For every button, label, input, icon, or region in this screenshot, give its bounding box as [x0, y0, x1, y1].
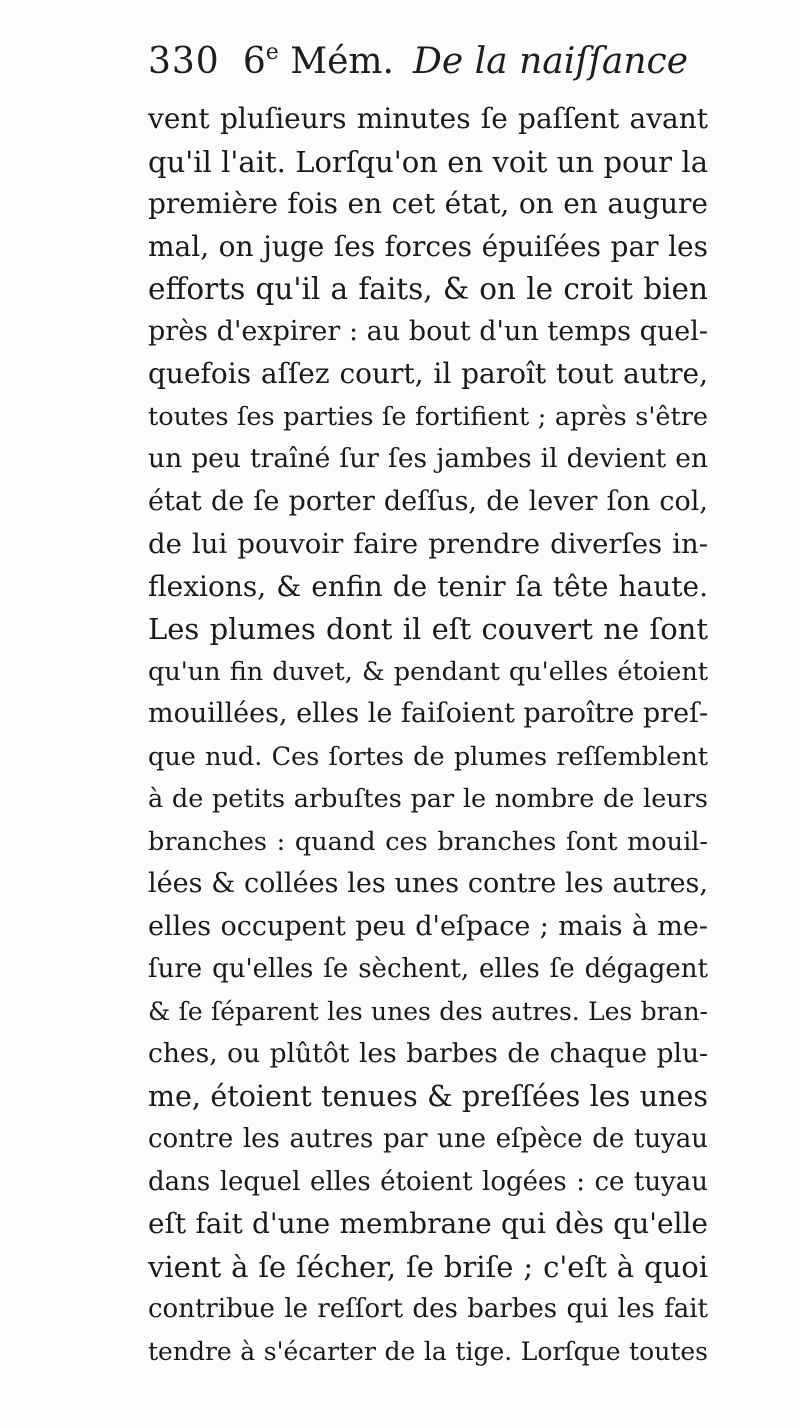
text-line: dans lequel elles étoient logées : ce tuyau [148, 1166, 708, 1197]
memoir-number [243, 40, 394, 82]
text-line: vient à ſe ſécher, ſe briſe ; c'eſt à quoi [148, 1249, 708, 1284]
text-line: toutes ſes parties ſe fortifient ; après s'être [148, 401, 708, 432]
text-line: branches : quand ces branches ſont mouil- [148, 826, 708, 857]
text-line: contribue le reſſort des barbes qui les fait [148, 1294, 708, 1324]
text-line: Les plumes dont il eſt couvert ne ſont [148, 612, 708, 646]
text-line: que nud. Ces ſortes de plumes reſſemblent [148, 741, 708, 772]
text-line: contre les autres par une eſpèce de tuyau [148, 1124, 708, 1154]
text-line: flexions, & enfin de tenir ſa tête haute. [148, 569, 708, 603]
text-line: un peu traîné ſur ſes jambes il devient en [148, 443, 708, 474]
text-line: de lui pouvoir faire prendre diverſes in- [148, 528, 708, 560]
text-line: efforts qu'il a faits, & on le croit bien [148, 272, 708, 306]
text-line: ches, ou plûtôt les barbes de chaque plu- [148, 1038, 708, 1069]
text-line: elles occupent peu d'eſpace ; mais à me- [148, 910, 708, 942]
text-line: tendre à s'écarter de la tige. Lorſque toutes [148, 1336, 708, 1366]
text-line: à de petits arbuſtes par le nombre de leurs [148, 784, 708, 814]
text-line: mouillées, elles le faiſoient paroître preſ- [148, 698, 709, 729]
text-line: qu'il l'ait. Lorſqu'on en voit un pour la [148, 144, 708, 179]
text-line: près d'expirer : au bout d'un temps quel- [148, 315, 708, 347]
text-line: état de ſe porter deſſus, de lever ſon col, [148, 485, 708, 517]
text-line: qu'un fin duvet, & pendant qu'elles étoient [148, 656, 708, 687]
text-line: me, étoient tenues & preſſées les unes [148, 1079, 708, 1113]
text-line: vent pluſieurs minutes ſe paſſent avant [148, 102, 708, 135]
body-text [148, 98, 708, 1373]
running-title: De la naiſſance [413, 41, 689, 82]
memoir-abbrev: Mém. [290, 41, 394, 82]
text-line: première fois en cet état, on en augure [148, 187, 708, 220]
text-line: mal, on juge ſes forces épuiſées par les [148, 229, 708, 263]
memoir-number-suffix: e [265, 40, 279, 65]
text-line: eſt fait d'une membrane qui dès qu'elle [148, 1207, 708, 1240]
text-line: quefois aſſez court, il paroît tout autre, [148, 357, 708, 390]
page-number: 330 [148, 41, 220, 82]
memoir-number-value: 6 [242, 41, 266, 82]
running-header [148, 40, 708, 100]
text-line: & ſe ſéparent les unes des autres. Les bran- [148, 996, 708, 1026]
text-line: lées & collées les unes contre les autres, [148, 868, 708, 899]
text-line: ſure qu'elles ſe sèchent, elles ſe dégagent [148, 954, 708, 984]
